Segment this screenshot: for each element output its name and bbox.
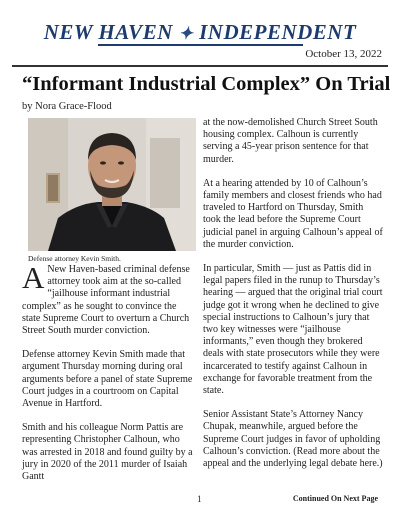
continued-link[interactable]: Continued On Next Page [292,494,378,503]
page-number: 1 [197,494,202,504]
article-paragraph: In particular, Smith — just as Pattis did in legal papers filed in the runup to Thursday’s hearing — argued that the original trial court judge got it wrong when he declined to give special instructions to Calhoun’s jury that two key witnesses were “jailhouse informants,” even though they brokered deals with state prosecutors while they were incarcerated to testify against Calhoun in exchange for favorable treatment from the state. [203,263,383,397]
article-byline: by Nora Grace-Flood [22,101,112,112]
masthead-right: INDEPENDENT [199,20,357,44]
drop-cap: A [22,260,45,295]
article-paragraph: At a hearing attended by 10 of Calhoun’s family members and closest friends who had traveled to Hartford on Thursday, Smith took the lead before the Supreme Court judicial panel in arguing Calhoun’s appeal of the murder conviction. [203,177,383,250]
masthead-star-icon: ✦ [178,24,194,43]
header-divider [12,65,388,67]
photo-caption: Defense attorney Kevin Smith. [28,254,121,263]
article-column-left [22,260,194,495]
article-paragraph: Defense attorney Kevin Smith made that argument Thursday morning during oral arguments before a panel of state Supreme Court judges in a courtroom on Capital Avenue in Hartford. [22,349,193,410]
article-photo [28,118,196,251]
masthead-left: NEW HAVEN [43,20,173,44]
article-paragraph: Senior Assistant State’s Attorney Nancy Chupak, meanwhile, argued before the Supreme Court judges in favor of upholding Calhoun’s conviction. (Read more about the appeal and the underlying legal debate here.) [203,409,383,470]
masthead-logo[interactable] [0,20,400,45]
article-paragraph: Smith and his colleague Norm Pattis are representing Christopher Calhoun, who was arrested in 2018 and found guilty by a jury in 2020 of the 2011 murder of Isaiah Gantt [22,422,193,483]
masthead-rule [98,44,303,46]
article-paragraph: at the now-demolished Church Street South housing complex. Calhoun is currently serving a 45-year prison sentence for that murder. [203,117,378,165]
paragraph-text: New Haven-based criminal defense attorney took aim at the so-called “jailhouse informant industrial complex” as he sought to convince the state Supreme Court to overturn a Church Street South murder conviction. [22,264,190,337]
portrait-image [28,118,196,251]
article-column-right [203,117,383,482]
issue-date: October 13, 2022 [305,48,382,60]
article-paragraph [22,260,194,337]
article-headline: “Informant Industrial Complex” On Trial [22,73,391,95]
